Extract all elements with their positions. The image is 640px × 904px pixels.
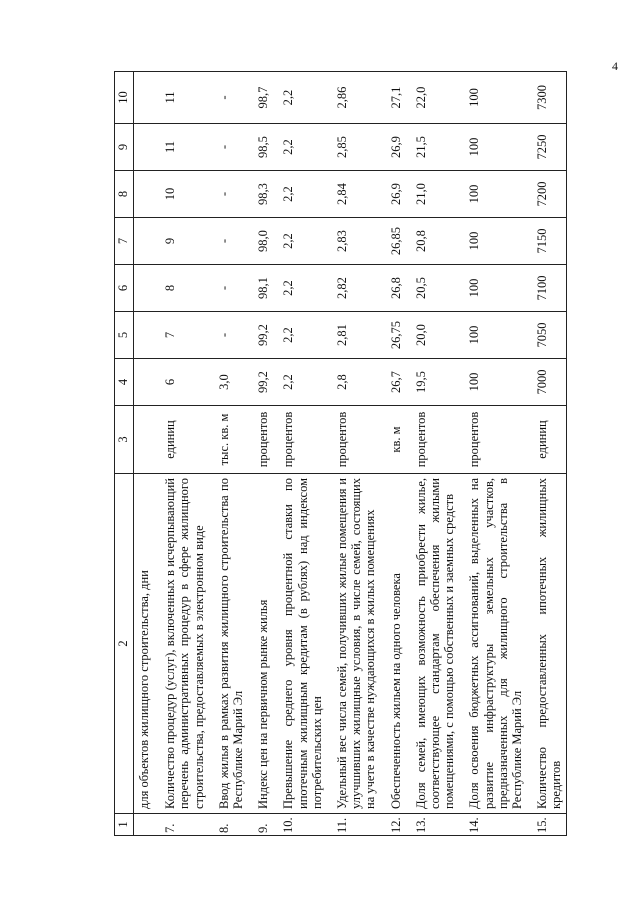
value-cell: 98,7 [247,72,272,124]
col-header: 9 [115,124,134,171]
value-cell: 2,2 [272,218,326,265]
row-number: 9. [247,814,272,836]
col-header: 1 [115,814,134,836]
row-number: 11. [326,814,380,836]
table-row [405,72,459,836]
value-cell: 98,3 [247,171,272,218]
value-cell: 7000 [526,359,566,406]
value-cell: 100 [458,72,526,124]
value-cell: 98,1 [247,265,272,312]
value-cell: 100 [458,312,526,359]
value-cell: 2,86 [326,72,380,124]
value-cell: 9 [154,218,208,265]
value-cell: 99,2 [247,312,272,359]
value-cell: 2,2 [272,359,326,406]
col-header: 3 [115,406,134,474]
unit-cell: процентов [405,406,459,474]
unit-cell: процентов [247,406,272,474]
value-cell: 26,9 [380,171,405,218]
value-cell: - [208,265,247,312]
value-cell: 21,0 [405,171,459,218]
indicator-name: Превышение среднего уровня процентной ставки по ипотечным жилищным кредитам (в рублях) над индексом потребительских цен [272,474,326,814]
value-cell: 26,9 [380,124,405,171]
value-cell: - [208,218,247,265]
value-cell: 7 [154,312,208,359]
value-cell: 2,8 [326,359,380,406]
indicator-name: Доля освоения бюджетных ассигнований, выделенных на развитие инфраструктуры земельных участков, предназначенных для жилищного строительства в Республике Марий Эл [458,474,526,814]
continuation-row [134,72,155,836]
value-cell: 8 [154,265,208,312]
page-number: 4 [612,59,618,73]
unit-cell: процентов [272,406,326,474]
value-cell: 11 [154,72,208,124]
col-header: 2 [115,474,134,814]
table-row [326,72,380,836]
value-cell: 10 [154,171,208,218]
value-cell: 26,85 [380,218,405,265]
value-cell: 20,5 [405,265,459,312]
indicator-name: Количество процедур (услуг), включенных в исчерпывающий перечень административных процедур в сфере жилищного строительства, предоставляемых в электронном виде [154,474,208,814]
value-cell: 7250 [526,124,566,171]
col-header: 6 [115,265,134,312]
col-header: 4 [115,359,134,406]
value-cell: 20,0 [405,312,459,359]
row-number: 8. [208,814,247,836]
value-cell: 7200 [526,171,566,218]
rotated-table-container [114,72,612,836]
table-row [380,72,405,836]
value-cell: 98,0 [247,218,272,265]
unit-cell: кв. м [380,406,405,474]
value-cell: 11 [154,124,208,171]
value-cell: 2,85 [326,124,380,171]
indicator-table [114,71,567,836]
col-header: 5 [115,312,134,359]
unit-cell: единиц [154,406,208,474]
row-number: 13. [405,814,459,836]
table-row [154,72,208,836]
unit-cell: процентов [326,406,380,474]
value-cell: 20,8 [405,218,459,265]
indicator-name: Обеспеченность жильем на одного человека [380,474,405,814]
value-cell: 98,5 [247,124,272,171]
value-cell: 99,2 [247,359,272,406]
value-cell: 26,75 [380,312,405,359]
row-number: 7. [154,814,208,836]
value-cell: - [208,171,247,218]
table-row [272,72,326,836]
value-cell: 21,5 [405,124,459,171]
continuation-text: для объектов жилищного строительства, дни [134,474,155,814]
col-header: 8 [115,171,134,218]
value-cell: 2,2 [272,265,326,312]
indicator-name: Удельный вес числа семей, получивших жилые помещения и улучшивших жилищные условия, в числе семей, состоящих на учете в качестве нуждающихся в жилых помещениях [326,474,380,814]
value-cell: 100 [458,359,526,406]
row-number: 14. [458,814,526,836]
value-cell: - [208,124,247,171]
value-cell: 2,2 [272,312,326,359]
table-row [458,72,526,836]
value-cell: 3,0 [208,359,247,406]
indicator-name: Количество предоставленных ипотечных жилищных кредитов [526,474,566,814]
value-cell: - [208,72,247,124]
unit-cell: процентов [458,406,526,474]
indicator-name: Ввод жилья в рамках развития жилищного строительства по Республике Марий Эл [208,474,247,814]
row-number [134,814,155,836]
row-number: 15. [526,814,566,836]
table-row [247,72,272,836]
value-cell: 2,84 [326,171,380,218]
value-cell: 7100 [526,265,566,312]
value-cell: 2,81 [326,312,380,359]
value-cell: 100 [458,218,526,265]
value-cell: 19,5 [405,359,459,406]
value-cell: 2,2 [272,171,326,218]
row-number: 12. [380,814,405,836]
value-cell: 27,1 [380,72,405,124]
value-cell: 6 [154,359,208,406]
table-row [208,72,247,836]
value-cell: 22,0 [405,72,459,124]
value-cell: 100 [458,171,526,218]
value-cell: - [208,312,247,359]
col-header: 7 [115,218,134,265]
value-cell: 100 [458,265,526,312]
unit-cell: тыс. кв. м [208,406,247,474]
indicator-name: Доля семей, имеющих возможность приобрести жилье, соответствующее стандартам обеспечения жилыми помещениями, с помощью собственных и заемных средств [405,474,459,814]
value-cell: 26,7 [380,359,405,406]
value-cell: 7150 [526,218,566,265]
value-cell: 7050 [526,312,566,359]
row-number: 10. [272,814,326,836]
table-row [526,72,566,836]
table-header-row [115,72,134,836]
value-cell: 2,82 [326,265,380,312]
value-cell: 7300 [526,72,566,124]
unit-cell: единиц [526,406,566,474]
value-cell: 2,2 [272,72,326,124]
value-cell: 2,83 [326,218,380,265]
value-cell: 100 [458,124,526,171]
value-cell: 26,8 [380,265,405,312]
indicator-name: Индекс цен на первичном рынке жилья [247,474,272,814]
value-cell: 2,2 [272,124,326,171]
col-header: 10 [115,72,134,124]
